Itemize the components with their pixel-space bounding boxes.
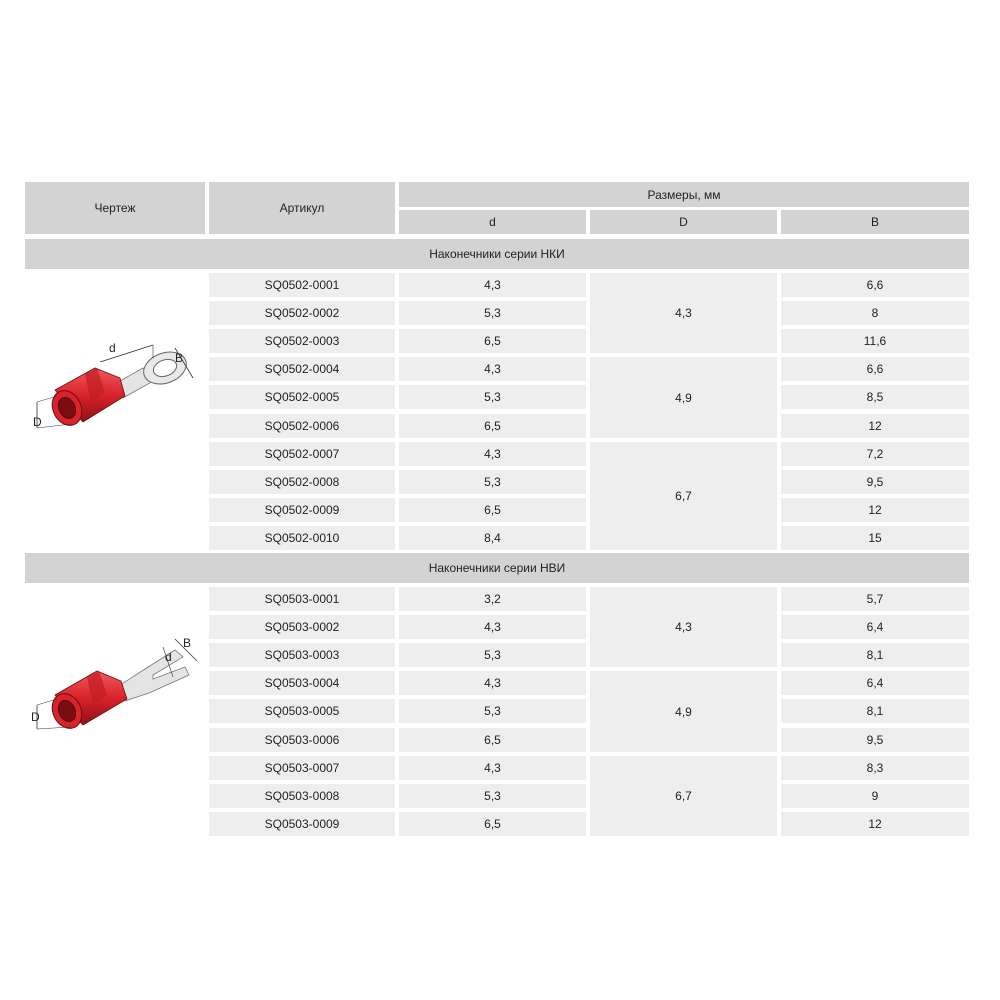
B-cell-text: 11,6: [863, 334, 887, 348]
D-group-cell: [590, 671, 777, 752]
d-cell: [399, 671, 586, 695]
B-cell: [781, 470, 969, 494]
B-cell-text: 8,1: [866, 648, 884, 662]
article-cell: [209, 385, 395, 409]
d-cell: [399, 385, 586, 409]
d-cell: [399, 812, 586, 836]
B-cell-text: 8,1: [866, 704, 884, 718]
B-cell: [781, 756, 969, 780]
article-cell-text: SQ0503-0008: [264, 789, 340, 803]
d-cell: [399, 615, 586, 639]
D-group-cell-text: 4,9: [675, 390, 692, 405]
B-cell: [781, 442, 969, 466]
article-cell: [209, 357, 395, 381]
section-title-text: Наконечники серии НВИ: [428, 561, 566, 575]
article-cell-text: SQ0502-0001: [264, 278, 340, 292]
d-cell: [399, 470, 586, 494]
section-title: [25, 239, 969, 269]
article-cell: [209, 671, 395, 695]
d-cell-text: 4,3: [484, 676, 501, 690]
B-cell: [781, 615, 969, 639]
d-cell: [399, 414, 586, 438]
d-cell-text: 5,3: [484, 648, 501, 662]
d-cell-text: 5,3: [484, 390, 501, 404]
d-cell-text: 5,3: [484, 475, 501, 489]
d-cell-text: 5,3: [484, 306, 501, 320]
article-cell-text: SQ0503-0004: [264, 676, 340, 690]
d-cell: [399, 442, 586, 466]
article-cell: [209, 784, 395, 808]
B-cell: [781, 414, 969, 438]
B-cell-text: 12: [868, 503, 882, 517]
d-cell-text: 3,2: [484, 592, 501, 606]
B-cell: [781, 273, 969, 297]
B-cell-text: 9,5: [866, 733, 884, 747]
B-cell: [781, 643, 969, 667]
B-cell-text: 6,4: [866, 620, 884, 634]
article-cell-text: SQ0503-0003: [264, 648, 340, 662]
header-article-label: Артикул: [279, 201, 325, 215]
article-cell-text: SQ0502-0005: [264, 390, 340, 404]
D-group-cell: [590, 442, 777, 550]
B-cell: [781, 526, 969, 550]
header-dimensions-label: Размеры, мм: [647, 187, 721, 202]
B-cell-text: 8: [871, 306, 879, 320]
D-group-cell-text: 4,9: [675, 704, 692, 719]
header-article: [209, 182, 395, 234]
d-cell: [399, 699, 586, 723]
B-cell-text: 5,7: [866, 592, 884, 606]
D-group-cell-text: 4,3: [675, 620, 692, 634]
article-cell-text: SQ0502-0007: [264, 447, 340, 461]
article-cell-text: SQ0503-0002: [264, 620, 340, 634]
header-B-label: B: [870, 215, 879, 229]
B-cell: [781, 385, 969, 409]
article-cell: [209, 615, 395, 639]
B-cell-text: 9,5: [866, 475, 884, 489]
article-cell: [209, 470, 395, 494]
B-cell-text: 6,6: [866, 362, 884, 376]
d-cell-text: 6,5: [484, 419, 501, 433]
article-cell-text: SQ0502-0008: [264, 475, 340, 489]
article-cell-text: SQ0503-0006: [264, 733, 340, 747]
header-d-label: d: [489, 215, 496, 229]
d-cell-text: 4,3: [484, 620, 501, 634]
D-group-cell: [590, 587, 777, 667]
d-cell-text: 6,5: [484, 817, 501, 831]
article-cell-text: SQ0502-0003: [264, 334, 340, 348]
d-cell: [399, 329, 586, 353]
article-cell: [209, 728, 395, 752]
B-cell: [781, 329, 969, 353]
svg-text:D: D: [31, 710, 40, 724]
article-cell: [209, 273, 395, 297]
B-cell-text: 8,5: [866, 390, 884, 404]
B-cell: [781, 784, 969, 808]
d-cell-text: 6,5: [484, 334, 501, 348]
article-cell: [209, 587, 395, 611]
article-cell-text: SQ0502-0006: [264, 419, 340, 433]
header-D-label: D: [679, 215, 688, 229]
B-cell: [781, 671, 969, 695]
article-cell: [209, 329, 395, 353]
B-cell: [781, 812, 969, 836]
D-group-cell-text: 6,7: [675, 489, 692, 503]
section-title: [25, 553, 969, 583]
svg-text:d: d: [165, 650, 172, 664]
B-cell: [781, 587, 969, 611]
B-cell: [781, 357, 969, 381]
article-cell-text: SQ0502-0004: [264, 362, 340, 376]
article-cell-text: SQ0503-0007: [264, 761, 340, 775]
header-D: [590, 210, 777, 234]
article-cell: [209, 301, 395, 325]
article-cell: [209, 526, 395, 550]
article-cell-text: SQ0503-0009: [264, 817, 340, 831]
article-cell: [209, 699, 395, 723]
article-cell-text: SQ0502-0009: [264, 503, 340, 517]
article-cell-text: SQ0503-0005: [264, 704, 340, 718]
article-cell: [209, 643, 395, 667]
article-cell-text: SQ0502-0002: [264, 306, 340, 320]
d-cell-text: 4,3: [484, 362, 501, 376]
B-cell-text: 12: [868, 817, 882, 831]
d-cell: [399, 301, 586, 325]
article-cell-text: SQ0502-0010: [264, 531, 340, 545]
d-cell: [399, 273, 586, 297]
article-cell: [209, 498, 395, 522]
d-cell-text: 4,3: [484, 447, 501, 461]
d-cell-text: 4,3: [484, 761, 501, 775]
header-drawing: [25, 182, 205, 234]
B-cell: [781, 498, 969, 522]
B-cell-text: 6,6: [866, 278, 884, 292]
D-group-cell-text: 6,7: [675, 789, 692, 803]
B-cell: [781, 728, 969, 752]
B-cell-text: 12: [868, 419, 882, 433]
header-dimensions: [399, 182, 969, 207]
article-cell: [209, 756, 395, 780]
svg-text:B: B: [175, 351, 184, 365]
B-cell-text: 7,2: [866, 447, 884, 461]
D-group-cell: [590, 273, 777, 353]
svg-text:D: D: [33, 415, 42, 429]
D-group-cell-text: 4,3: [675, 306, 692, 320]
d-cell-text: 8,4: [484, 531, 501, 545]
svg-text:d: d: [109, 341, 116, 355]
article-cell: [209, 812, 395, 836]
header-drawing-label: Чертеж: [94, 201, 136, 215]
B-cell-text: 6,4: [866, 676, 884, 690]
d-cell: [399, 784, 586, 808]
d-cell: [399, 357, 586, 381]
d-cell: [399, 728, 586, 752]
article-cell: [209, 414, 395, 438]
B-cell: [781, 699, 969, 723]
B-cell: [781, 301, 969, 325]
d-cell: [399, 526, 586, 550]
D-group-cell: [590, 357, 777, 438]
d-cell-text: 5,3: [484, 704, 501, 718]
d-cell: [399, 643, 586, 667]
article-cell-text: SQ0503-0001: [264, 592, 340, 606]
B-cell-text: 8,3: [866, 761, 884, 775]
article-cell: [209, 442, 395, 466]
ring-terminal-icon: [25, 330, 205, 440]
d-cell: [399, 498, 586, 522]
d-cell-text: 6,5: [484, 503, 501, 517]
d-cell-text: 6,5: [484, 733, 501, 747]
header-B: [781, 210, 969, 234]
fork-terminal-icon: [25, 625, 205, 735]
d-cell-text: 5,3: [484, 789, 501, 803]
svg-text:B: B: [183, 636, 192, 650]
D-group-cell: [590, 756, 777, 836]
header-d: [399, 210, 586, 234]
d-cell: [399, 756, 586, 780]
d-cell: [399, 587, 586, 611]
B-cell-text: 15: [868, 531, 882, 545]
B-cell-text: 9: [871, 789, 879, 803]
d-cell-text: 4,3: [484, 278, 501, 292]
section-title-text: Наконечники серии НКИ: [429, 247, 565, 261]
